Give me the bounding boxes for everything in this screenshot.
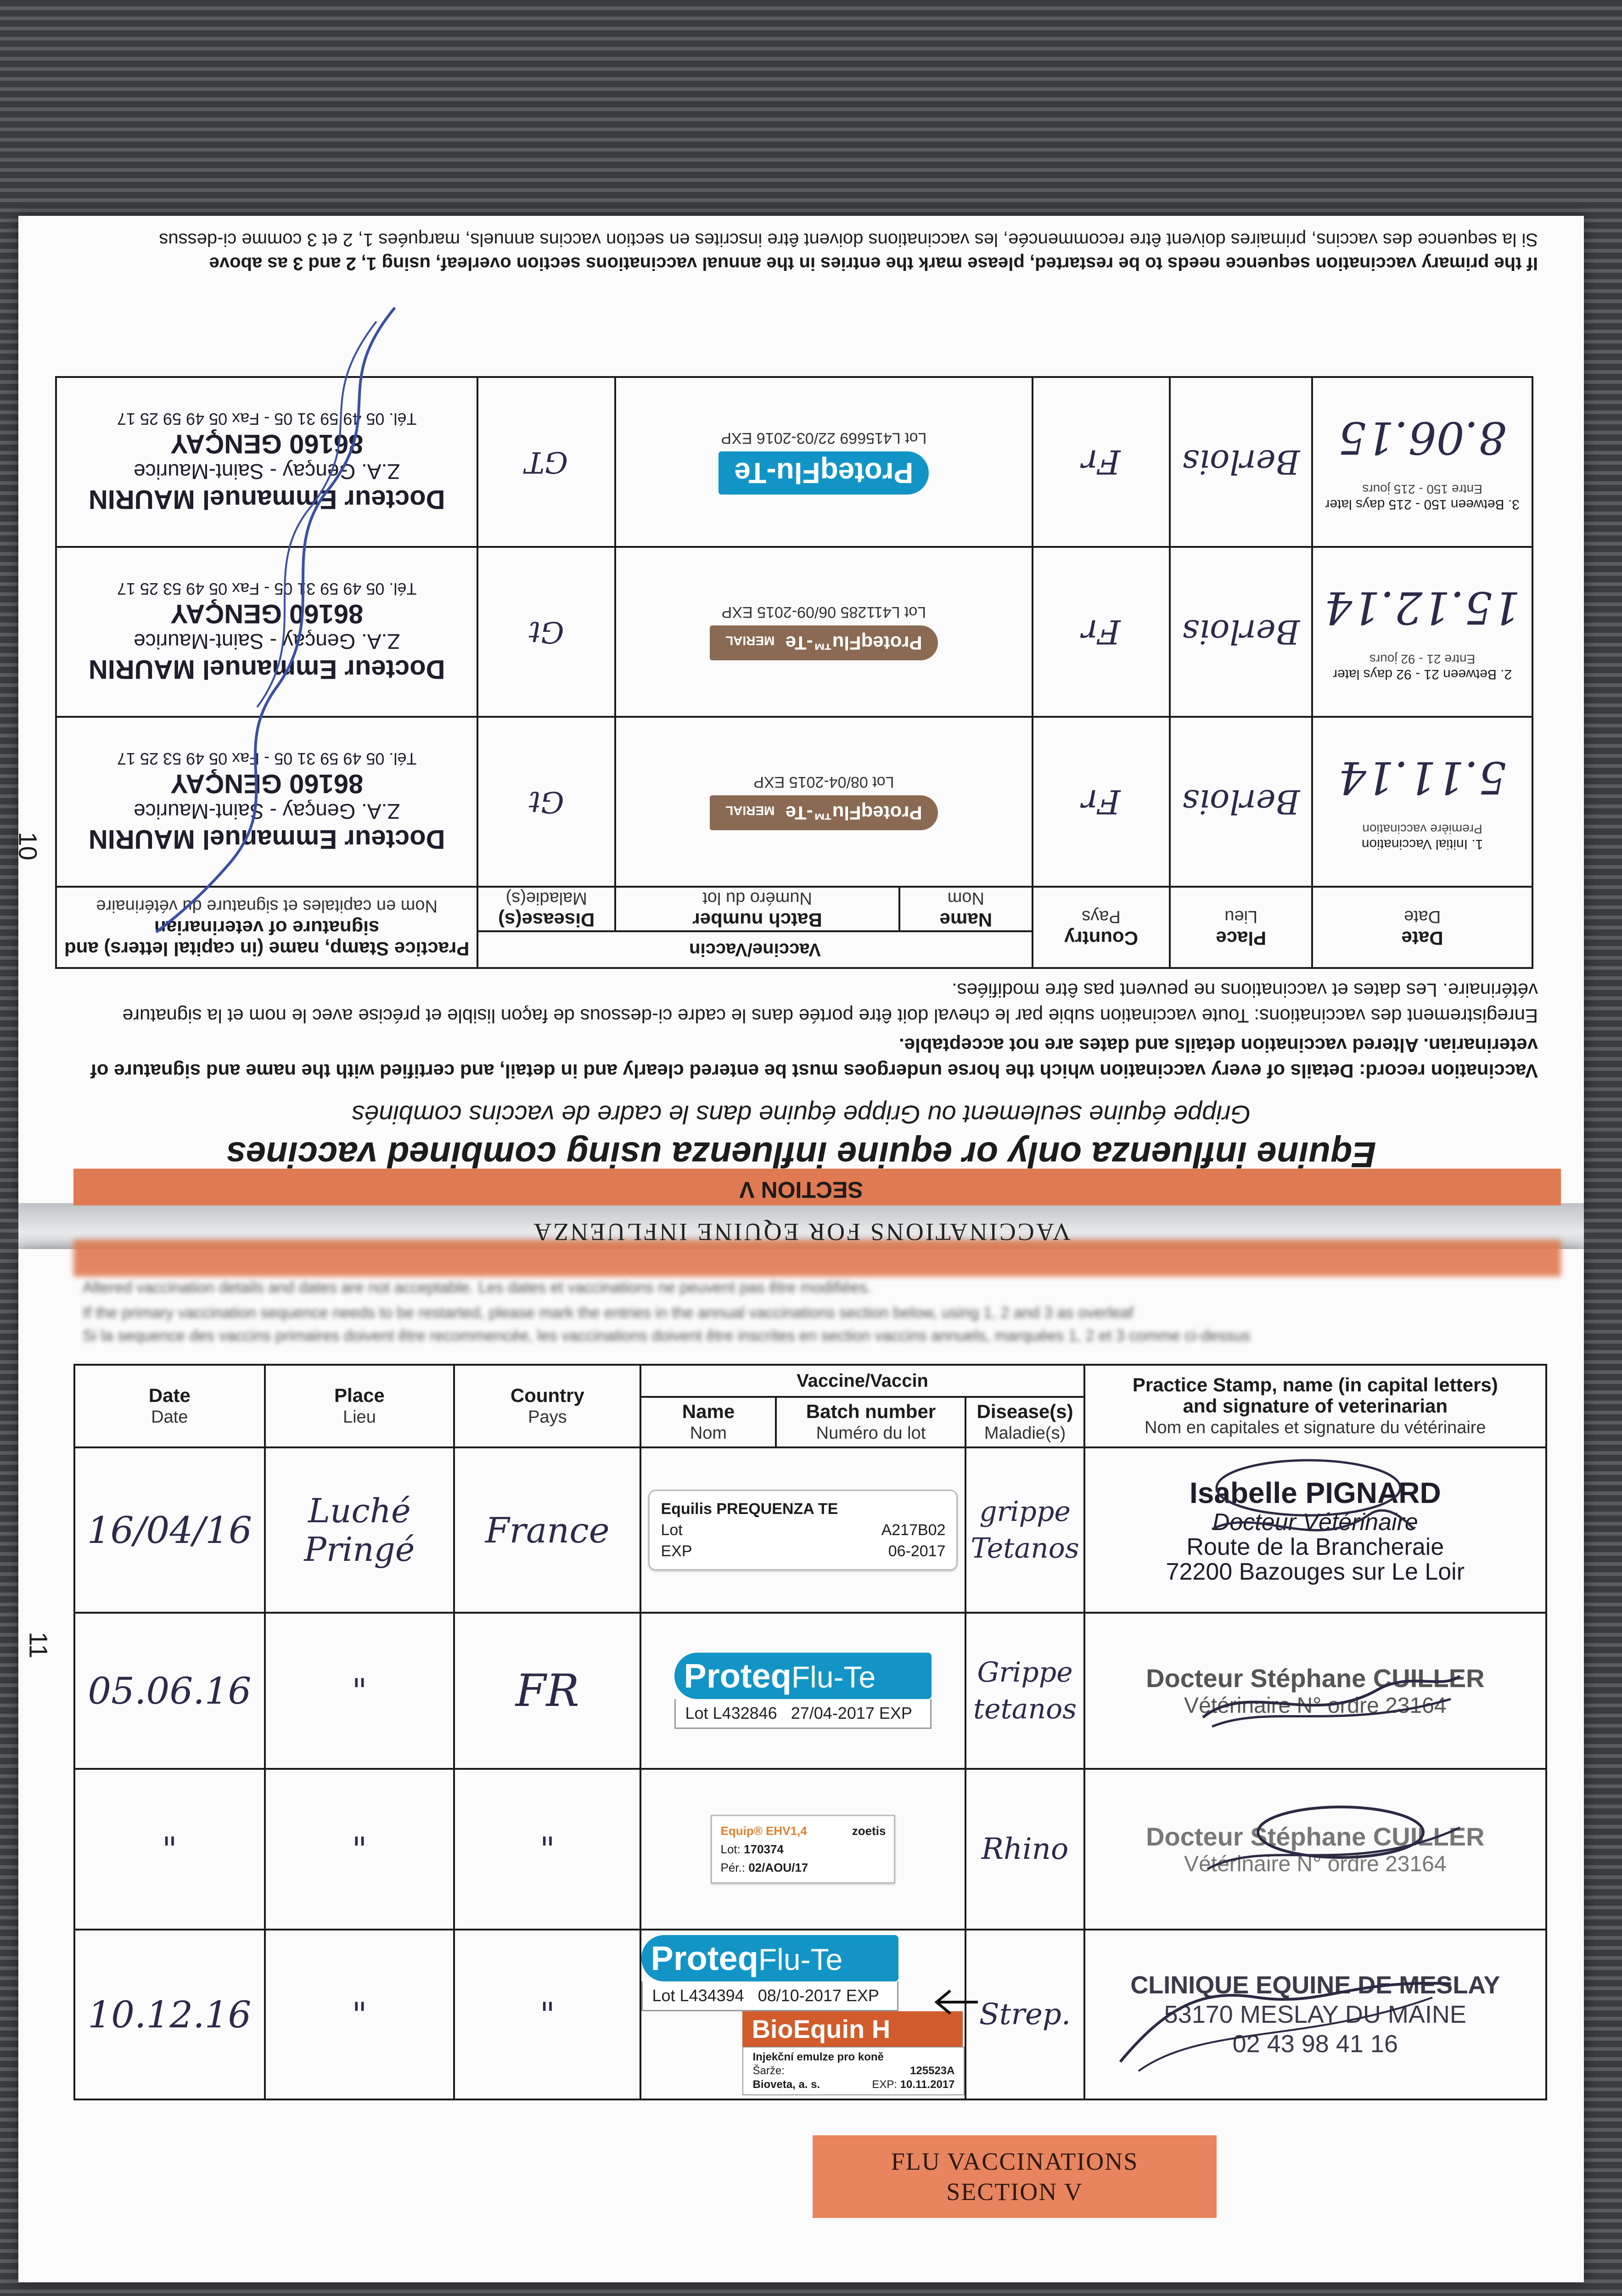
vaccination-record-en: Vaccination record: Details of every vaccination which the horse undergoes must be entered clearly and in detail, and certified with the name and signature of veterinarian. Altered vaccination details and dates are not acceptable. [90, 1035, 1538, 1082]
vaccination-record-fr: Enregistrement des vaccinations: Toute vaccination subie par le cheval doit être portée dans le cadre ci-dessous de façon lisible et précise avec le nom et la signature vétérinaire. Les dates et vaccinations ne peuvent pas être modifiées. [122, 979, 1538, 1027]
header-stamp: Practice Stamp, name (in capital letters) and signature of veterinarian Nom en capitales et signature du vétérinaire [1084, 1365, 1546, 1447]
date-cell: 1. Initial Vaccination Première vaccination 5.11.14 [1312, 717, 1532, 887]
country-cell: FR [454, 1613, 640, 1769]
place-cell: " [265, 1613, 455, 1769]
blurred-line: If the primary vaccination sequence needs to be restarted, please mark the entries in the annual vaccinations section below, using 1, 2 and 3 as overleaf [83, 1304, 1134, 1322]
proteqflu-label: ProteqFlu™-Te MERIAL [710, 796, 938, 831]
place-cell: Luché Pringé [265, 1447, 455, 1613]
page-number-10: 10 [13, 832, 43, 861]
signature-scribble-meslay [1111, 1970, 1460, 2080]
vet-stamp: Docteur Stéphane CUILLER Vétérinaire N° ordre 23164 [1084, 1769, 1546, 1930]
signature-scribble-top [138, 294, 432, 937]
restart-note: If the primary vaccination sequence needs to be restarted, please mark the entries in the annual vaccinations section overleaf, using 1, 2 and 3 as above Si la sequence des vaccins, primaires doivent être recommencée, les vaccinations doivent être inscrites en section vaccins annuels, marquées 1, 2 et 3 comme ci-dessus [159, 230, 1538, 274]
header-place: Place Lieu [265, 1365, 455, 1447]
page-number-11: 11 [24, 1632, 53, 1659]
country-cell: " [454, 1769, 640, 1930]
blurred-line: Si la sequence des vaccins primaires doivent être recommencée, les vaccinations doivent être inscrites en section vaccins annuels, marquées 1, 2 et 3 comme ci-dessus [83, 1327, 1251, 1345]
proteqflu-label: ProteqFlu-Te [718, 452, 929, 495]
header-vaccine: Vaccine/Vaccin [477, 931, 1032, 968]
disease-cell: GT [477, 377, 615, 547]
proteqflu-label: ProteqFlu™-Te MERIAL [710, 626, 938, 661]
blurred-line: Altered vaccination details and dates are not acceptable. Les dates et vaccinations ne peuvent pas être modifiées. [83, 1279, 872, 1296]
header-date: Date Date [1312, 887, 1532, 968]
header-disease: Disease(s) Maladie(s) [477, 887, 615, 931]
date-cell: 16/04/16 [74, 1447, 265, 1613]
place-cell: Berlois [1170, 547, 1312, 717]
bioequin-details: Injekční emulze pro koně Šarže: 125523A Bioveta, a. s. EXP: 10.11.2017 [742, 2047, 965, 2095]
arrow-icon [927, 1984, 982, 2020]
header-date: Date Date [74, 1365, 265, 1447]
vaccine-label [640, 1447, 965, 1613]
header-vaccine: Vaccine/Vaccin [640, 1365, 1084, 1397]
vaccine-label: ProteqFlu-Te Lot L415669 22/03-2016 EXP [615, 377, 1033, 547]
header-batch: Batch number Numéro du lot [615, 887, 899, 931]
vaccine-label: ProteqFlu™-Te MERIAL Lot 08/04-2015 EXP [615, 717, 1033, 887]
vet-stamp: Docteur Stéphane CUILLER Vétérinaire N° ordre 23164 [1084, 1613, 1546, 1769]
vet-stamp: Isabelle PIGNARD Docteur Vétérinaire Route de la Brancheraie 72200 Bazouges sur Le Loir [1084, 1447, 1546, 1613]
vet-stamp: Docteur Emmanuel MAURIN Z.A. Gençay - Saint-Maurice 86160 GENÇAY Tél. 05 49 59 31 05 - Fax 05 49 53 25 17 [56, 547, 477, 717]
country-cell: Fr [1033, 377, 1170, 547]
header-disease: Disease(s) Maladie(s) [965, 1397, 1084, 1447]
country-cell: Fr [1033, 717, 1170, 887]
signature-scribble-cuiller-1 [1194, 1662, 1469, 1736]
band-title: VACCINATIONS FOR EQUINE INFLUENZA [532, 1218, 1071, 1246]
header-place: Place Lieu [1170, 887, 1312, 968]
header-name: Name Nom [899, 887, 1033, 931]
header-name: Name Nom [640, 1397, 776, 1447]
disease-cell: Gt [477, 547, 615, 717]
vaccine-label [640, 1613, 965, 1769]
disease-cell: grippe Tetanos [965, 1447, 1084, 1613]
place-cell: " [265, 1930, 455, 2099]
header-batch: Batch number Numéro du lot [776, 1397, 965, 1447]
proteqflu-label: ProteqFlu-Te Lot L434394 08/10-2017 EXP [641, 1935, 898, 2011]
header-stamp: Practice Stamp, name (in capital letters) and signature of veterinarian Nom en capitales et signature du vétérinaire [56, 887, 477, 968]
disease-cell: Strep. [965, 1930, 1084, 2099]
country-cell: " [454, 1930, 640, 2099]
place-cell: " [265, 1769, 455, 1930]
date-cell: " [74, 1769, 265, 1930]
vaccine-label [640, 1769, 965, 1930]
signature-scribble-pignard [1194, 1451, 1423, 1561]
vet-stamp: Docteur Emmanuel MAURIN Z.A. Gençay - Saint-Maurice 86160 GENÇAY Tél. 05 49 59 31 05 - Fax 05 49 59 25 17 [56, 377, 477, 547]
country-cell: Fr [1033, 547, 1170, 717]
vet-stamp: CLINIQUE EQUINE DE MESLAY 53170 MESLAY DU MAINE 02 43 98 41 16 [1084, 1930, 1546, 2099]
date-cell: 05.06.16 [74, 1613, 265, 1769]
footer-section-label: FLU VACCINATIONS SECTION V [813, 2135, 1217, 2218]
header-country: Country Pays [454, 1365, 640, 1447]
disease-cell: Rhino [965, 1769, 1084, 1930]
proteqflu-label: ProteqFlu-Te Lot L432846 27/04-2017 EXP [674, 1653, 932, 1729]
date-cell: 3. Between 150 - 215 days later Entre 150 - 215 jours 8.06.15 [1312, 377, 1532, 547]
header-country: Country Pays [1033, 887, 1170, 968]
bioequin-label: BioEquin H [742, 2011, 963, 2047]
vet-stamp: Docteur Emmanuel MAURIN Z.A. Gençay - Saint-Maurice 86160 GENÇAY Tél. 05 49 59 31 05 - Fax 05 49 53 25 17 [56, 717, 477, 887]
vaccine-label [640, 1930, 965, 2099]
place-cell: Berlois [1170, 377, 1312, 547]
date-cell: 2. Between 21 - 92 days later Entre 21 - 92 jours 15.12.14 [1312, 547, 1532, 717]
vaccine-label: ProteqFlu™-Te MERIAL Lot L411285 06/09-2015 EXP [615, 547, 1033, 717]
disease-cell: Grippe tetanos [965, 1613, 1084, 1769]
disease-cell: Gt [477, 717, 615, 887]
signature-scribble-cuiller-2 [1194, 1800, 1469, 1883]
equip-ehv-label: Equip® EHV1,4 zoetis Lot: 170374 Pér.: 02/AOU/17 [711, 1815, 895, 1884]
country-cell: France [454, 1447, 640, 1613]
section-subheading: Grippe équine seulement ou Grippe équine dans le cadre de vaccins combinés [351, 1100, 1251, 1129]
section-heading: Equine influenza only or equine influenza using combined vaccines [226, 1135, 1376, 1175]
date-cell: 10.12.16 [74, 1930, 265, 2099]
section-label: SECTION V [739, 1177, 863, 1203]
equilis-label: Equilis PREQUENZA TE Lot A217B02 EXP 06-2017 [648, 1490, 958, 1570]
place-cell: Berlois [1170, 717, 1312, 887]
